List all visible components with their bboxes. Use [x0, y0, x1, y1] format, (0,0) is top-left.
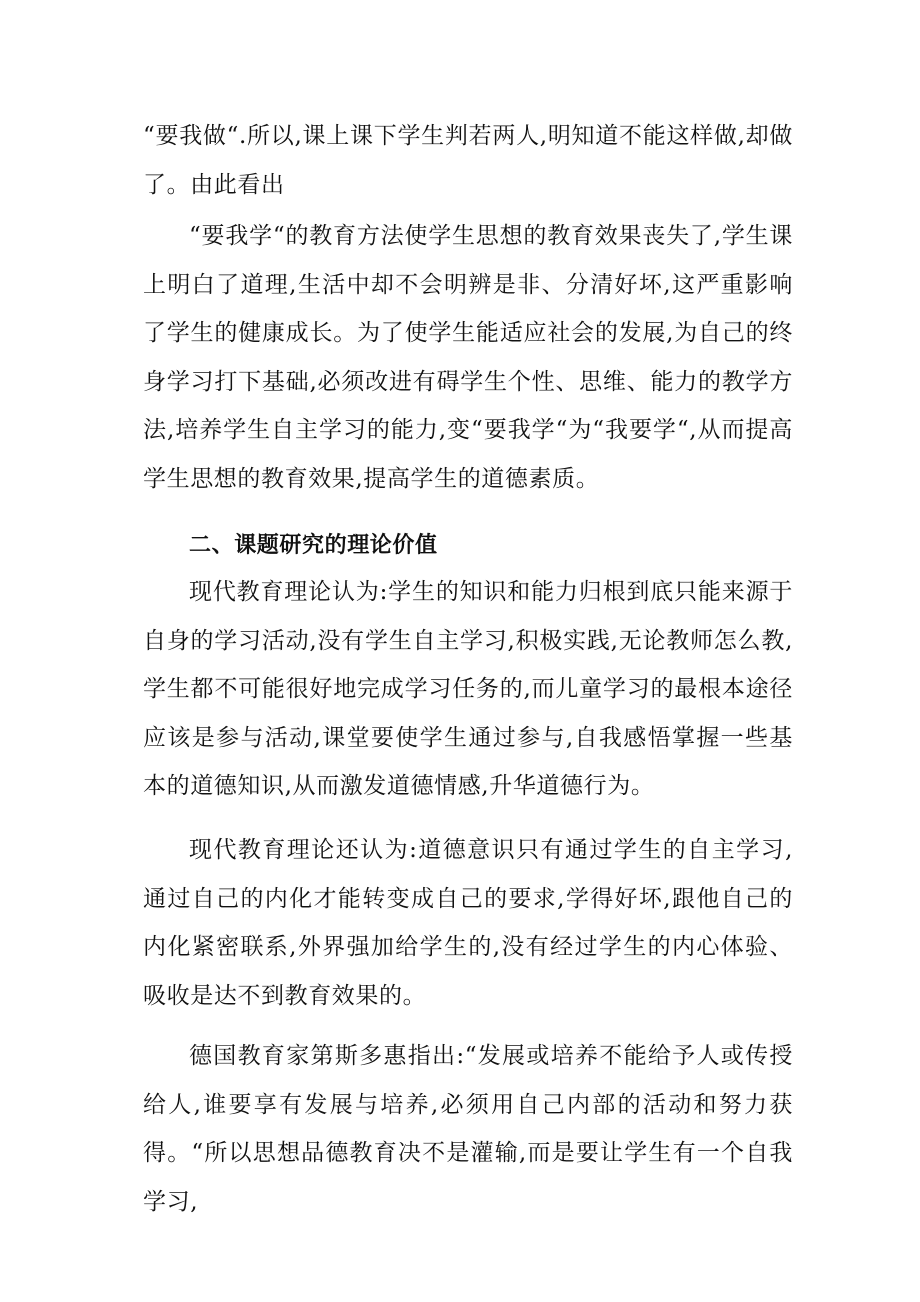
paragraph-5: 德国教育家第斯多惠指出:“发展或培养不能给予人或传授给人,谁要享有发展与培养,必须用自己内部的活动和努力获得。“所以思想品德教育决不是灌输,而是要让学生有一个自我学习,	[143, 1043, 793, 1215]
paragraph-1: “要我做“.所以,课上课下学生判若两人,明知道不能这样做,却做了。由此看出	[143, 123, 793, 198]
paragraph-2: “要我学“的教育方法使学生思想的教育效果丧失了,学生课上明白了道理,生活中却不会明辨是非、分清好坏,这严重影响了学生的健康成长。为了使学生能适应社会的发展,为自己的终身学习打下基础,必须改进有碍学生个性、思维、能力的教学方法,培养学生自主学习的能力,变“要我学“为“我要学“,从而提高学生思想的教育效果,提高学生的道德素质。	[143, 223, 793, 492]
paragraph-4: 现代教育理论还认为:道德意识只有通过学生的自主学习,通过自己的内化才能转变成自己的要求,学得好坏,跟他自己的内化紧密联系,外界强加给学生的,没有经过学生的内心体验、吸收是达不到教育效果的。	[143, 837, 793, 1009]
section-heading: 二、课题研究的理论价值	[189, 533, 438, 558]
paragraph-3: 现代教育理论认为:学生的知识和能力归根到底只能来源于自身的学习活动,没有学生自主学习,积极实践,无论教师怎么教,学生都不可能很好地完成学习任务的,而儿童学习的最根本途径应该是参与活动,课堂要使学生通过参与,自我感悟掌握一些基本的道德知识,从而激发道德情感,升华道德行为。	[143, 579, 793, 799]
